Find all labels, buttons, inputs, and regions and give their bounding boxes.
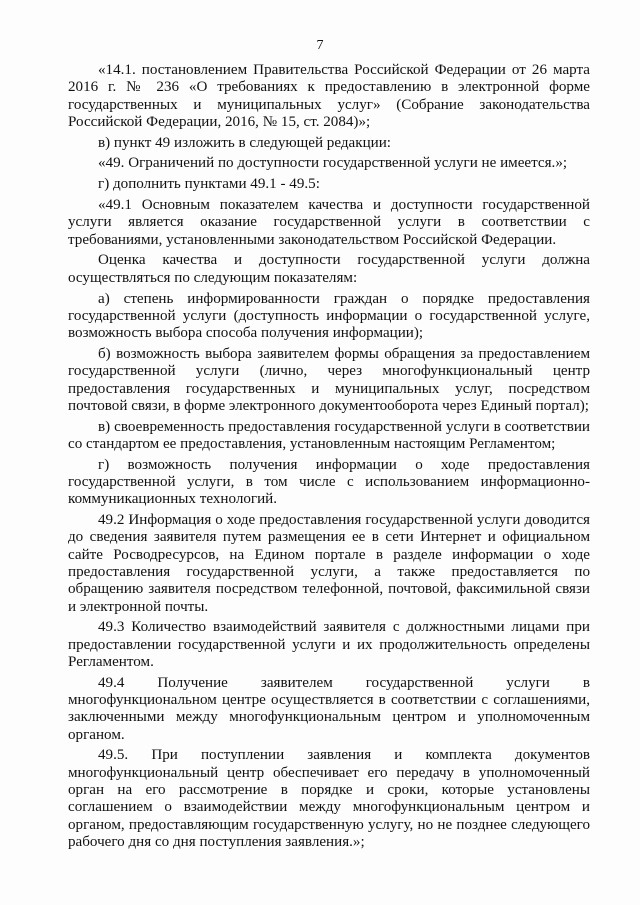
document-body [68, 62, 590, 855]
paragraph-assessment: Оценка качества и доступности государственной услуги должна осуществляться по следующим показателям: [68, 252, 590, 286]
paragraph-item-v: в) пункт 49 изложить в следующей редакции: [98, 134, 391, 151]
paragraph-49-2: 49.2 Информация о ходе предоставления государственной услуги доводится до сведения заявителя путем размещения ее в сети Интернет и официальном сайте Росводресурсов, на Едином портале в разделе информации о ходе предоставления государственной услуги, а также предоставляется по обращению заявителя посредством телефонной, почтовой, факсимильной связи и электронной почты. [68, 512, 590, 615]
paragraph-indicator-a: а) степень информированности граждан о порядке предоставления государственной услуги (доступность информации о государственной услуге, возможность выбора способа получения информации); [68, 290, 590, 342]
paragraph-14-1: «14.1. постановлением Правительства Российской Федерации от 26 марта 2016 г. № 236 «О требованиях к предоставлению в электронной форме государственных и муниципальных услуг» (Собрание законодательства Российской Федерации, 2016, № 15, ст. 2084)»; [68, 62, 590, 130]
paragraph-indicator-g: г) возможность получения информации о ходе предоставления государственной услуги, в том числе с использованием информационно-коммуникационных технологий. [68, 456, 590, 508]
paragraph-indicator-v: в) своевременность предоставления государственной услуги в соответствии со стандартом ее предоставления, установленным настоящим Регламентом; [68, 418, 590, 452]
paragraph-49: «49. Ограничений по доступности государственной услуги не имеется.»; [98, 155, 568, 172]
paragraph-49-4: 49.4 Получение заявителем государственной услуги в многофункциональном центре осуществляется в соответствии с соглашениями, заключенными между многофункциональным центром и уполномоченным органом. [68, 674, 590, 743]
paragraph-49-1: «49.1 Основным показателем качества и доступности государственной услуги является оказание государственной услуги в соответствии с требованиями, установленными законодательством Российской Федерации. [68, 197, 590, 248]
page-number: 7 [316, 38, 324, 53]
paragraph-indicator-b: б) возможность выбора заявителем формы обращения за предоставлением государственной услуги (лично, через многофункциональный центр предоставления государственных и муниципальных услуг, посредством почтовой связи, в форме электронного документооборота через Единый портал); [68, 345, 590, 414]
paragraph-item-g: г) дополнить пунктами 49.1 - 49.5: [98, 176, 320, 193]
paragraph-49-3: 49.3 Количество взаимодействий заявителя с должностными лицами при предоставлении государственной услуги и их продолжительность определены Регламентом. [68, 619, 590, 670]
paragraph-49-5: 49.5. При поступлении заявления и комплекта документов многофункциональный центр обеспечивает его передачу в уполномоченный орган на его рассмотрение в порядке и сроки, которые установлены соглашением о взаимодействии между многофункциональным центром и органом, предоставляющим государственную услугу, но не позднее следующего рабочего дня со дня поступления заявления.»; [68, 747, 590, 850]
